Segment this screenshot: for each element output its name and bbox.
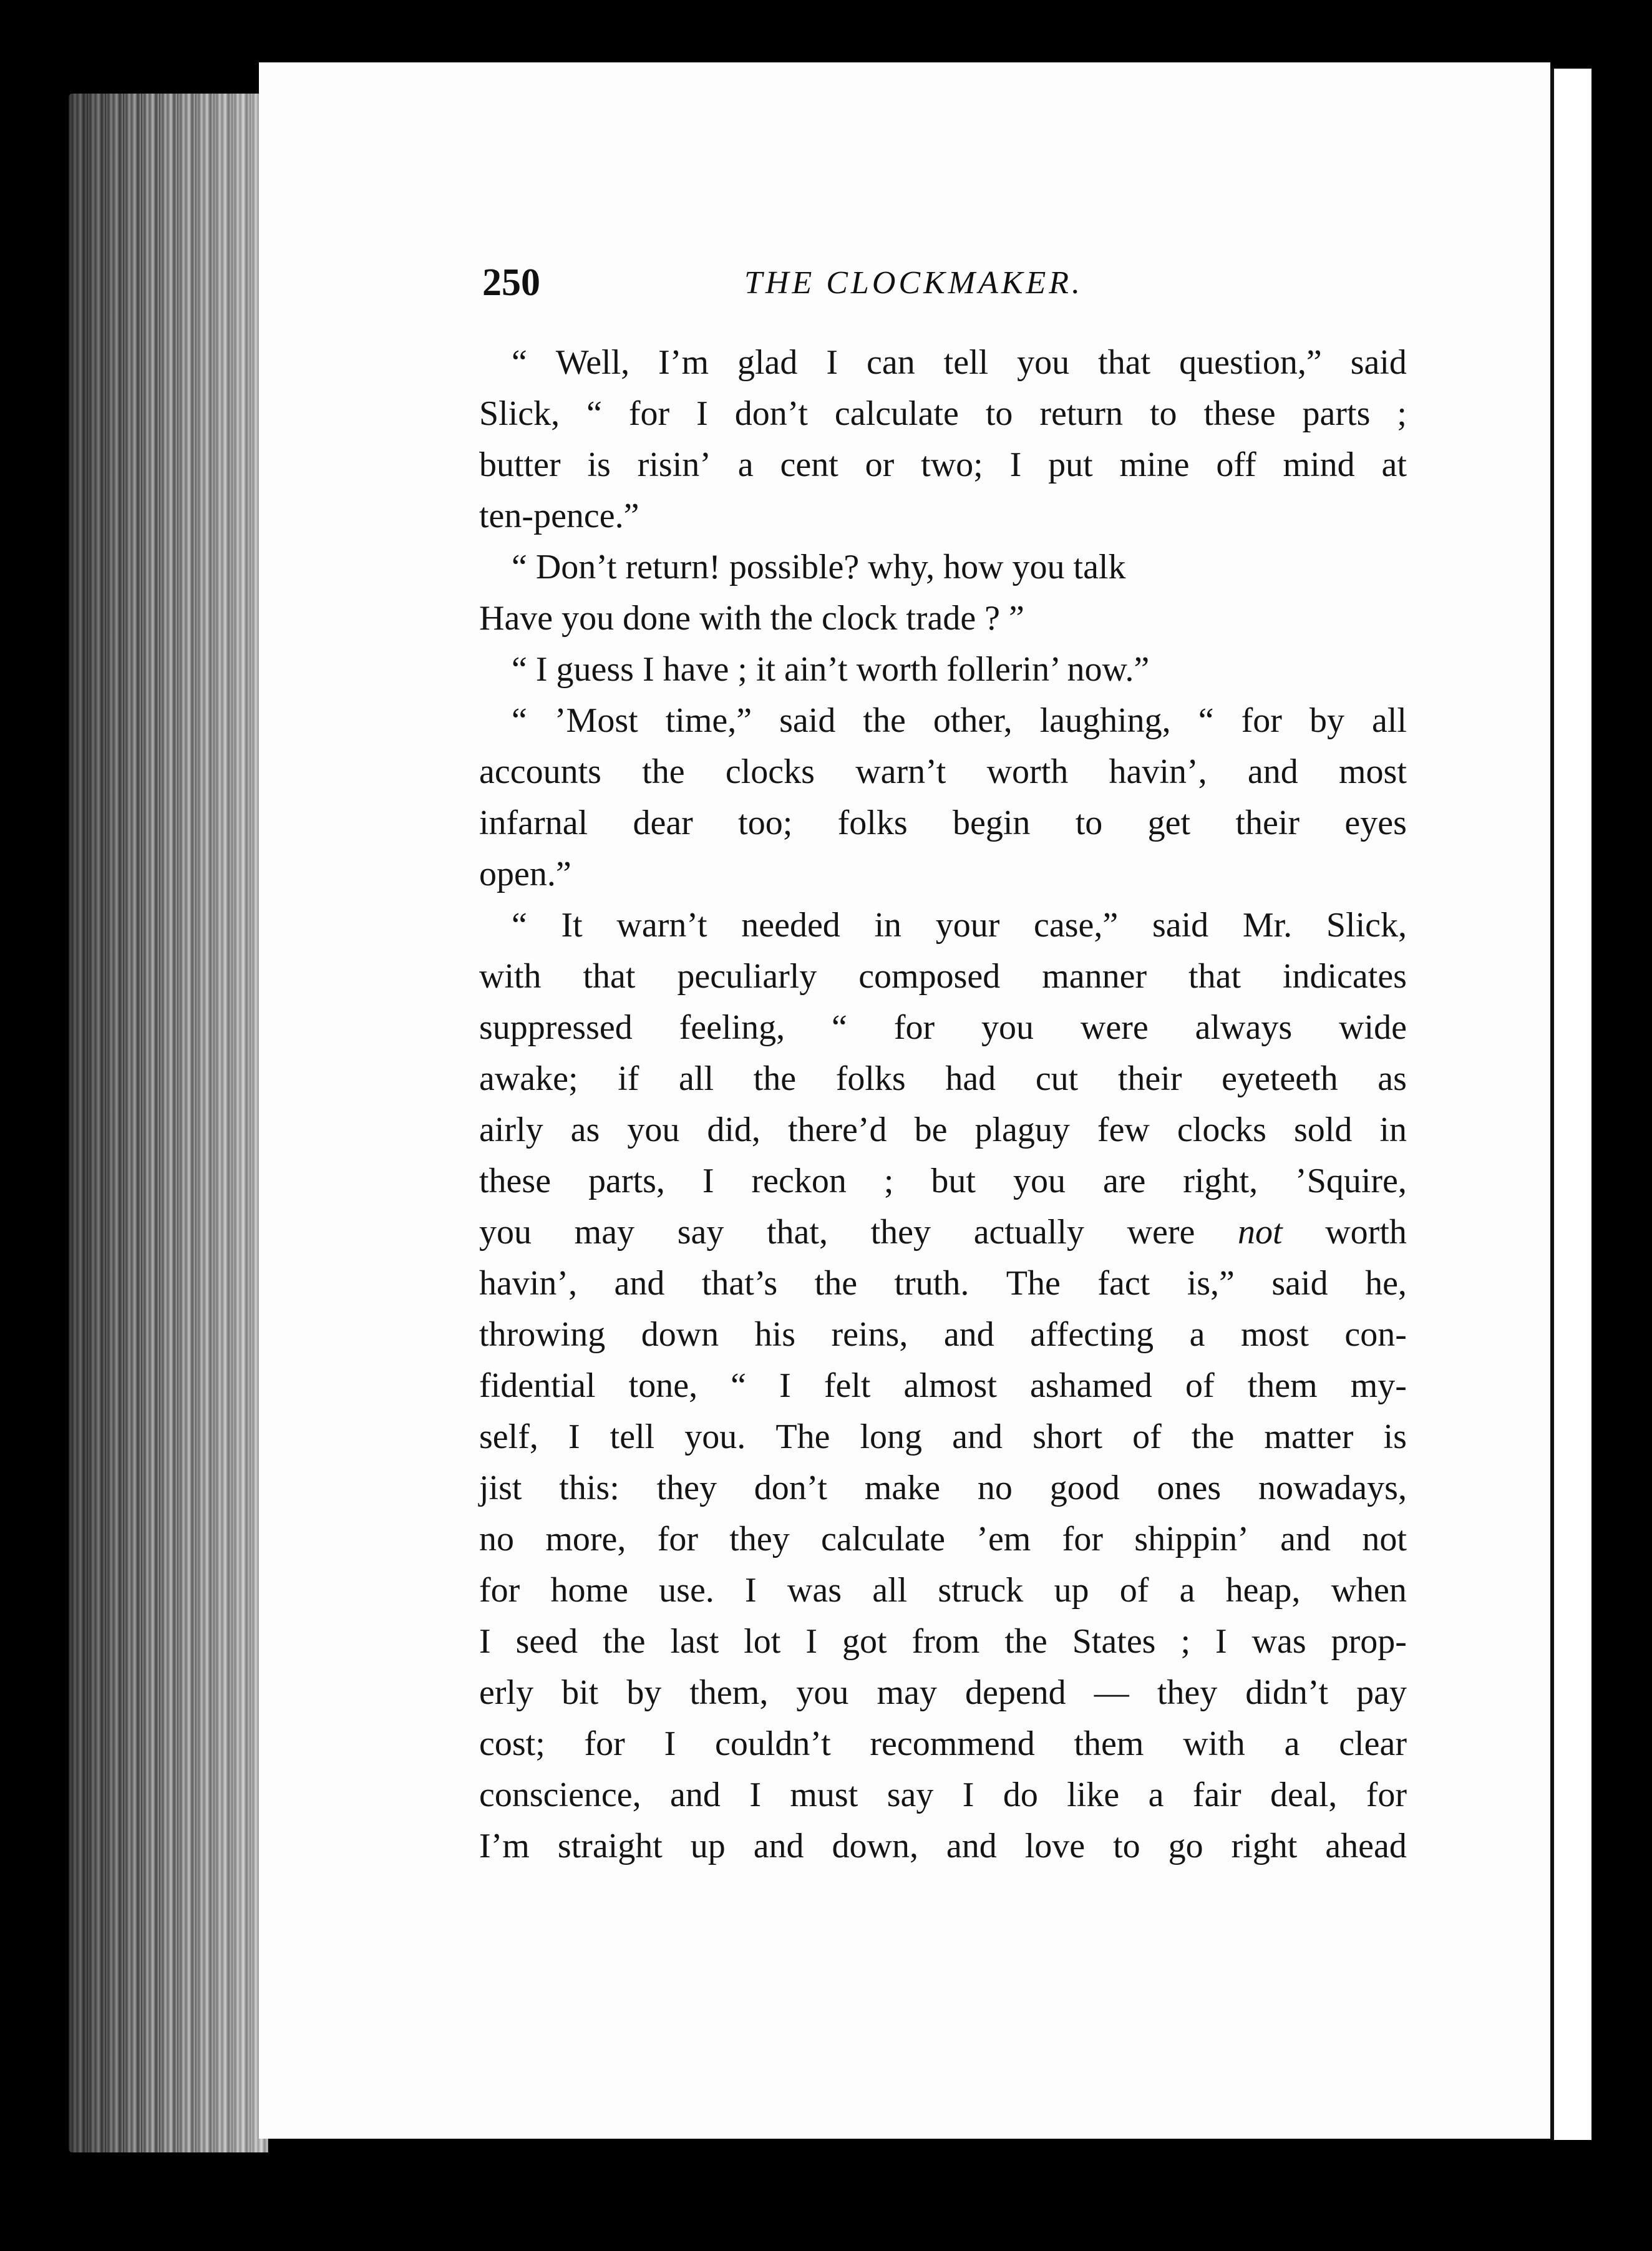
word: straight: [557, 1827, 663, 1865]
word: conscience,: [479, 1776, 641, 1814]
word: the: [1004, 1622, 1047, 1661]
word: Well,: [555, 343, 630, 382]
word: —: [1094, 1673, 1129, 1712]
word: reckon: [751, 1162, 847, 1200]
word: laughing,: [1039, 701, 1171, 740]
word: no: [479, 1520, 514, 1558]
word: a: [1179, 1571, 1195, 1610]
word: needed: [741, 906, 840, 945]
word: calculate: [834, 394, 959, 433]
word: them: [1247, 1366, 1318, 1405]
word: I’m: [479, 1827, 530, 1865]
word: I: [1009, 445, 1022, 484]
word: the: [603, 1622, 646, 1661]
word: parts: [1302, 394, 1371, 433]
word: matter: [1264, 1417, 1354, 1456]
word: them,: [689, 1673, 769, 1712]
word: say: [887, 1776, 934, 1814]
word: to: [1113, 1827, 1140, 1865]
word: “: [512, 343, 527, 382]
text-line: [479, 797, 1407, 848]
text-line: [479, 388, 1407, 439]
word: I: [749, 1776, 761, 1814]
word: down,: [832, 1827, 918, 1865]
word: throwing: [479, 1315, 606, 1354]
word: to: [985, 394, 1013, 433]
text-line: [479, 695, 1407, 746]
text-line: [479, 1616, 1407, 1667]
word: that: [1098, 343, 1151, 382]
text-line: [479, 1411, 1407, 1462]
word: that,: [767, 1213, 828, 1252]
word: “: [512, 701, 527, 740]
word: most: [1240, 1315, 1309, 1354]
word: their: [1117, 1059, 1182, 1098]
word: these: [1203, 394, 1276, 433]
word: be: [914, 1111, 948, 1149]
word: “: [731, 1366, 747, 1405]
word: and: [946, 1827, 997, 1865]
word: begin: [952, 804, 1031, 842]
text-line: [479, 1104, 1407, 1155]
word: peculiarly: [677, 957, 817, 996]
word: your: [935, 906, 1000, 945]
word: can: [866, 343, 915, 382]
word: I: [1215, 1622, 1227, 1661]
word: for: [584, 1724, 625, 1763]
word: accounts: [479, 752, 601, 791]
word: tone,: [628, 1366, 698, 1405]
word: not: [1362, 1520, 1407, 1558]
text-line: [479, 1053, 1407, 1104]
word: the: [1191, 1417, 1235, 1456]
text-line: [479, 337, 1407, 388]
word: ’Squire,: [1295, 1162, 1407, 1200]
word: of: [1132, 1417, 1162, 1456]
word: I’m: [658, 343, 709, 382]
word: a: [737, 445, 754, 484]
word: tell: [610, 1417, 655, 1456]
word: you: [796, 1673, 849, 1712]
word: for: [628, 394, 670, 433]
word: awake;: [479, 1059, 578, 1098]
word: these: [479, 1162, 551, 1200]
word: mind: [1283, 445, 1355, 484]
word: said: [1271, 1264, 1328, 1303]
text-line: [479, 1514, 1407, 1565]
word: you.: [684, 1417, 746, 1456]
word: the: [753, 1059, 797, 1098]
word: ’em: [976, 1520, 1031, 1558]
word: love: [1024, 1827, 1086, 1865]
text-line: Have you done with the clock trade ? ”: [479, 599, 1024, 638]
word: down: [641, 1315, 719, 1354]
word: all: [679, 1059, 714, 1098]
word: composed: [858, 957, 1001, 996]
word: they: [656, 1469, 717, 1507]
word: that: [1188, 957, 1241, 996]
word: the: [863, 701, 906, 740]
word: folks: [837, 804, 908, 842]
word: folks: [835, 1059, 906, 1098]
word: there’d: [787, 1111, 887, 1149]
word: Mr.: [1242, 906, 1293, 945]
italic-word: not: [1238, 1213, 1283, 1252]
word: “: [832, 1008, 847, 1047]
word: that’s: [701, 1264, 778, 1303]
word: all: [1371, 701, 1407, 740]
word: mine: [1119, 445, 1190, 484]
word: ;: [1397, 394, 1407, 433]
word: by: [626, 1673, 662, 1712]
word: bit: [561, 1673, 599, 1712]
word: cent: [780, 445, 838, 484]
word: glad: [737, 343, 798, 382]
word: at: [1381, 445, 1407, 484]
word: short: [1032, 1417, 1103, 1456]
word: said: [779, 701, 836, 740]
word: couldn’t: [715, 1724, 831, 1763]
page-header: [482, 261, 1406, 311]
word: off: [1216, 445, 1256, 484]
word: havin’,: [479, 1264, 578, 1303]
word: for: [1366, 1776, 1407, 1814]
word: them: [1074, 1724, 1144, 1763]
word: parts,: [588, 1162, 665, 1200]
word: no: [977, 1469, 1013, 1507]
word: clocks: [1177, 1111, 1266, 1149]
text-line: [479, 951, 1407, 1002]
word: from: [911, 1622, 980, 1661]
word: infarnal: [479, 804, 588, 842]
word: “: [512, 906, 527, 945]
word: were: [1127, 1213, 1195, 1252]
word: ashamed: [1029, 1366, 1152, 1405]
word: got: [842, 1622, 887, 1661]
word: prop-: [1331, 1622, 1407, 1661]
text-line: [479, 1360, 1407, 1411]
text-line: [479, 1207, 1407, 1258]
text-line: [479, 1258, 1407, 1309]
word: eyes: [1344, 804, 1407, 842]
word: actually: [973, 1213, 1084, 1252]
word: he,: [1365, 1264, 1407, 1303]
word: you: [1013, 1162, 1066, 1200]
word: two;: [921, 445, 983, 484]
word: ahead: [1325, 1827, 1407, 1865]
word: right,: [1183, 1162, 1258, 1200]
word: you: [1017, 343, 1070, 382]
word: for: [1062, 1520, 1103, 1558]
word: deal,: [1270, 1776, 1338, 1814]
word: use.: [659, 1571, 714, 1610]
word: suppressed: [479, 1008, 633, 1047]
word: States: [1072, 1622, 1156, 1661]
text-line: [479, 1309, 1407, 1360]
word: do: [1003, 1776, 1038, 1814]
word: and: [943, 1315, 994, 1354]
word: and: [1247, 752, 1298, 791]
text-line: “ Don’t return! possible? why, how you talk: [512, 548, 1126, 586]
word: most: [1338, 752, 1407, 791]
word: a: [1284, 1724, 1300, 1763]
word: go: [1168, 1827, 1203, 1865]
word: of: [1185, 1366, 1215, 1405]
word: struck: [938, 1571, 1024, 1610]
word: affecting: [1030, 1315, 1154, 1354]
word: butter: [479, 445, 561, 484]
word: you: [981, 1008, 1034, 1047]
word: did,: [707, 1111, 760, 1149]
word: “: [586, 394, 602, 433]
page-edge-shadow: [69, 94, 268, 2152]
word: don’t: [754, 1469, 827, 1507]
word: Slick,: [1326, 906, 1407, 945]
word: put: [1048, 445, 1093, 484]
word: I: [696, 394, 708, 433]
word: when: [1331, 1571, 1407, 1610]
word: dear: [633, 804, 693, 842]
word: they: [870, 1213, 931, 1252]
word: I: [962, 1776, 974, 1814]
word: calculate: [821, 1520, 945, 1558]
word: ;: [883, 1162, 894, 1200]
word: cost;: [479, 1724, 545, 1763]
word: the: [814, 1264, 858, 1303]
word: pay: [1356, 1673, 1407, 1712]
word: more,: [545, 1520, 626, 1558]
word: clear: [1339, 1724, 1407, 1763]
word: case,”: [1034, 906, 1119, 945]
word: they: [1157, 1673, 1218, 1712]
word: con-: [1344, 1315, 1407, 1354]
word: ’Most: [554, 701, 638, 740]
word: the: [642, 752, 685, 791]
word: may: [877, 1673, 937, 1712]
word: other,: [933, 701, 1013, 740]
word: get: [1147, 804, 1191, 842]
word: that: [583, 957, 636, 996]
word: is: [587, 445, 611, 484]
word: time,”: [665, 701, 752, 740]
word: didn’t: [1245, 1673, 1329, 1712]
word: or: [865, 445, 895, 484]
word: don’t: [734, 394, 808, 433]
word: fair: [1192, 1776, 1241, 1814]
text-line: [479, 1821, 1407, 1872]
word: up: [690, 1827, 726, 1865]
word: wide: [1339, 1008, 1407, 1047]
word: as: [570, 1111, 600, 1149]
word: said: [1152, 906, 1209, 945]
word: up: [1054, 1571, 1089, 1610]
text-line: [479, 1565, 1407, 1616]
word: is,”: [1187, 1264, 1235, 1303]
word: self,: [479, 1417, 538, 1456]
word: is: [1383, 1417, 1407, 1456]
word: as: [1377, 1059, 1407, 1098]
word: fact: [1097, 1264, 1150, 1303]
word: of: [1119, 1571, 1149, 1610]
word: few: [1097, 1111, 1150, 1149]
word: question,”: [1179, 343, 1322, 382]
word: good: [1049, 1469, 1120, 1507]
word: for: [1241, 701, 1282, 740]
word: It: [561, 906, 583, 945]
word: jist: [479, 1469, 522, 1507]
word: say: [677, 1213, 724, 1252]
word: Slick,: [479, 394, 560, 433]
page-number: 250: [482, 261, 540, 304]
word: clocks: [725, 752, 815, 791]
word: feeling,: [679, 1008, 785, 1047]
word: and: [670, 1776, 721, 1814]
word: for: [657, 1520, 698, 1558]
word: said: [1350, 343, 1407, 382]
word: I: [664, 1724, 676, 1763]
word: if: [618, 1059, 639, 1098]
word: always: [1195, 1008, 1293, 1047]
word: seed: [515, 1622, 578, 1661]
word: cut: [1035, 1059, 1079, 1098]
word: a: [1189, 1315, 1205, 1354]
word: you: [627, 1111, 680, 1149]
word: airly: [479, 1111, 543, 1149]
word: tell: [943, 343, 989, 382]
text-line: [479, 746, 1407, 797]
word: The: [775, 1417, 830, 1456]
word: nowadays,: [1258, 1469, 1407, 1507]
word: with: [479, 957, 542, 996]
text-line: “ I guess I have ; it ain’t worth follerin’ now.”: [512, 650, 1150, 689]
word: “: [1198, 701, 1214, 740]
word: home: [550, 1571, 628, 1610]
text-line: [479, 1667, 1407, 1718]
word: and: [614, 1264, 665, 1303]
word: shippin’: [1134, 1520, 1249, 1558]
word: but: [931, 1162, 976, 1200]
word: you: [479, 1213, 532, 1252]
word: was: [787, 1571, 842, 1610]
text-line: [479, 1769, 1407, 1821]
word: and: [753, 1827, 804, 1865]
text-line: [479, 1462, 1407, 1514]
running-title: THE CLOCKMAKER.: [744, 265, 1084, 301]
word: to: [1075, 804, 1103, 842]
word: must: [790, 1776, 858, 1814]
facing-page-edge: [1550, 69, 1591, 2140]
word: I: [805, 1622, 817, 1661]
word: I: [745, 1571, 757, 1610]
word: in: [874, 906, 902, 945]
word: warn’t: [855, 752, 946, 791]
word: ;: [1180, 1622, 1190, 1661]
word: this:: [559, 1469, 620, 1507]
word: they: [729, 1520, 790, 1558]
word: last: [670, 1622, 719, 1661]
word: too;: [738, 804, 793, 842]
word: havin’,: [1109, 752, 1207, 791]
word: were: [1080, 1008, 1149, 1047]
word: all: [872, 1571, 908, 1610]
word: I: [568, 1417, 580, 1456]
word: truth.: [894, 1264, 969, 1303]
word: lot: [744, 1622, 781, 1661]
word: I: [826, 343, 838, 382]
word: almost: [903, 1366, 997, 1405]
text-line: open.”: [479, 855, 571, 893]
word: had: [945, 1059, 996, 1098]
word: long: [860, 1417, 923, 1456]
word: The: [1006, 1264, 1061, 1303]
body-text: [479, 337, 1407, 1872]
word: eyeteeth: [1222, 1059, 1338, 1098]
word: indicates: [1282, 957, 1407, 996]
word: worth: [1325, 1213, 1407, 1252]
word: for: [479, 1571, 520, 1610]
word: and: [952, 1417, 1003, 1456]
word: by: [1309, 701, 1344, 740]
word: heap,: [1225, 1571, 1301, 1610]
word: I: [702, 1162, 714, 1200]
word: reins,: [831, 1315, 908, 1354]
text-line: [479, 900, 1407, 951]
word: I: [779, 1366, 791, 1405]
word: my-: [1350, 1366, 1407, 1405]
word: I: [479, 1622, 491, 1661]
word: and: [1280, 1520, 1331, 1558]
word: for: [893, 1008, 935, 1047]
word: their: [1235, 804, 1300, 842]
text-line: [479, 439, 1407, 490]
word: worth: [986, 752, 1069, 791]
word: make: [864, 1469, 941, 1507]
word: risin’: [637, 445, 711, 484]
text-line: ten-pence.”: [479, 497, 639, 535]
word: erly: [479, 1673, 534, 1712]
word: return: [1039, 394, 1124, 433]
text-line: [479, 1002, 1407, 1053]
word: in: [1379, 1111, 1407, 1149]
text-line: [479, 1155, 1407, 1207]
word: sold: [1294, 1111, 1353, 1149]
word: a: [1148, 1776, 1164, 1814]
word: plaguy: [974, 1111, 1070, 1149]
word: are: [1102, 1162, 1146, 1200]
word: right: [1231, 1827, 1298, 1865]
text-line: [479, 1718, 1407, 1769]
word: warn’t: [616, 906, 707, 945]
word: like: [1067, 1776, 1120, 1814]
word: his: [754, 1315, 795, 1354]
word: was: [1251, 1622, 1306, 1661]
word: manner: [1042, 957, 1147, 996]
word: recommend: [870, 1724, 1035, 1763]
word: fidential: [479, 1366, 596, 1405]
word: ones: [1157, 1469, 1222, 1507]
word: with: [1183, 1724, 1245, 1763]
word: depend: [964, 1673, 1066, 1712]
word: to: [1150, 394, 1177, 433]
word: may: [574, 1213, 635, 1252]
word: felt: [824, 1366, 871, 1405]
